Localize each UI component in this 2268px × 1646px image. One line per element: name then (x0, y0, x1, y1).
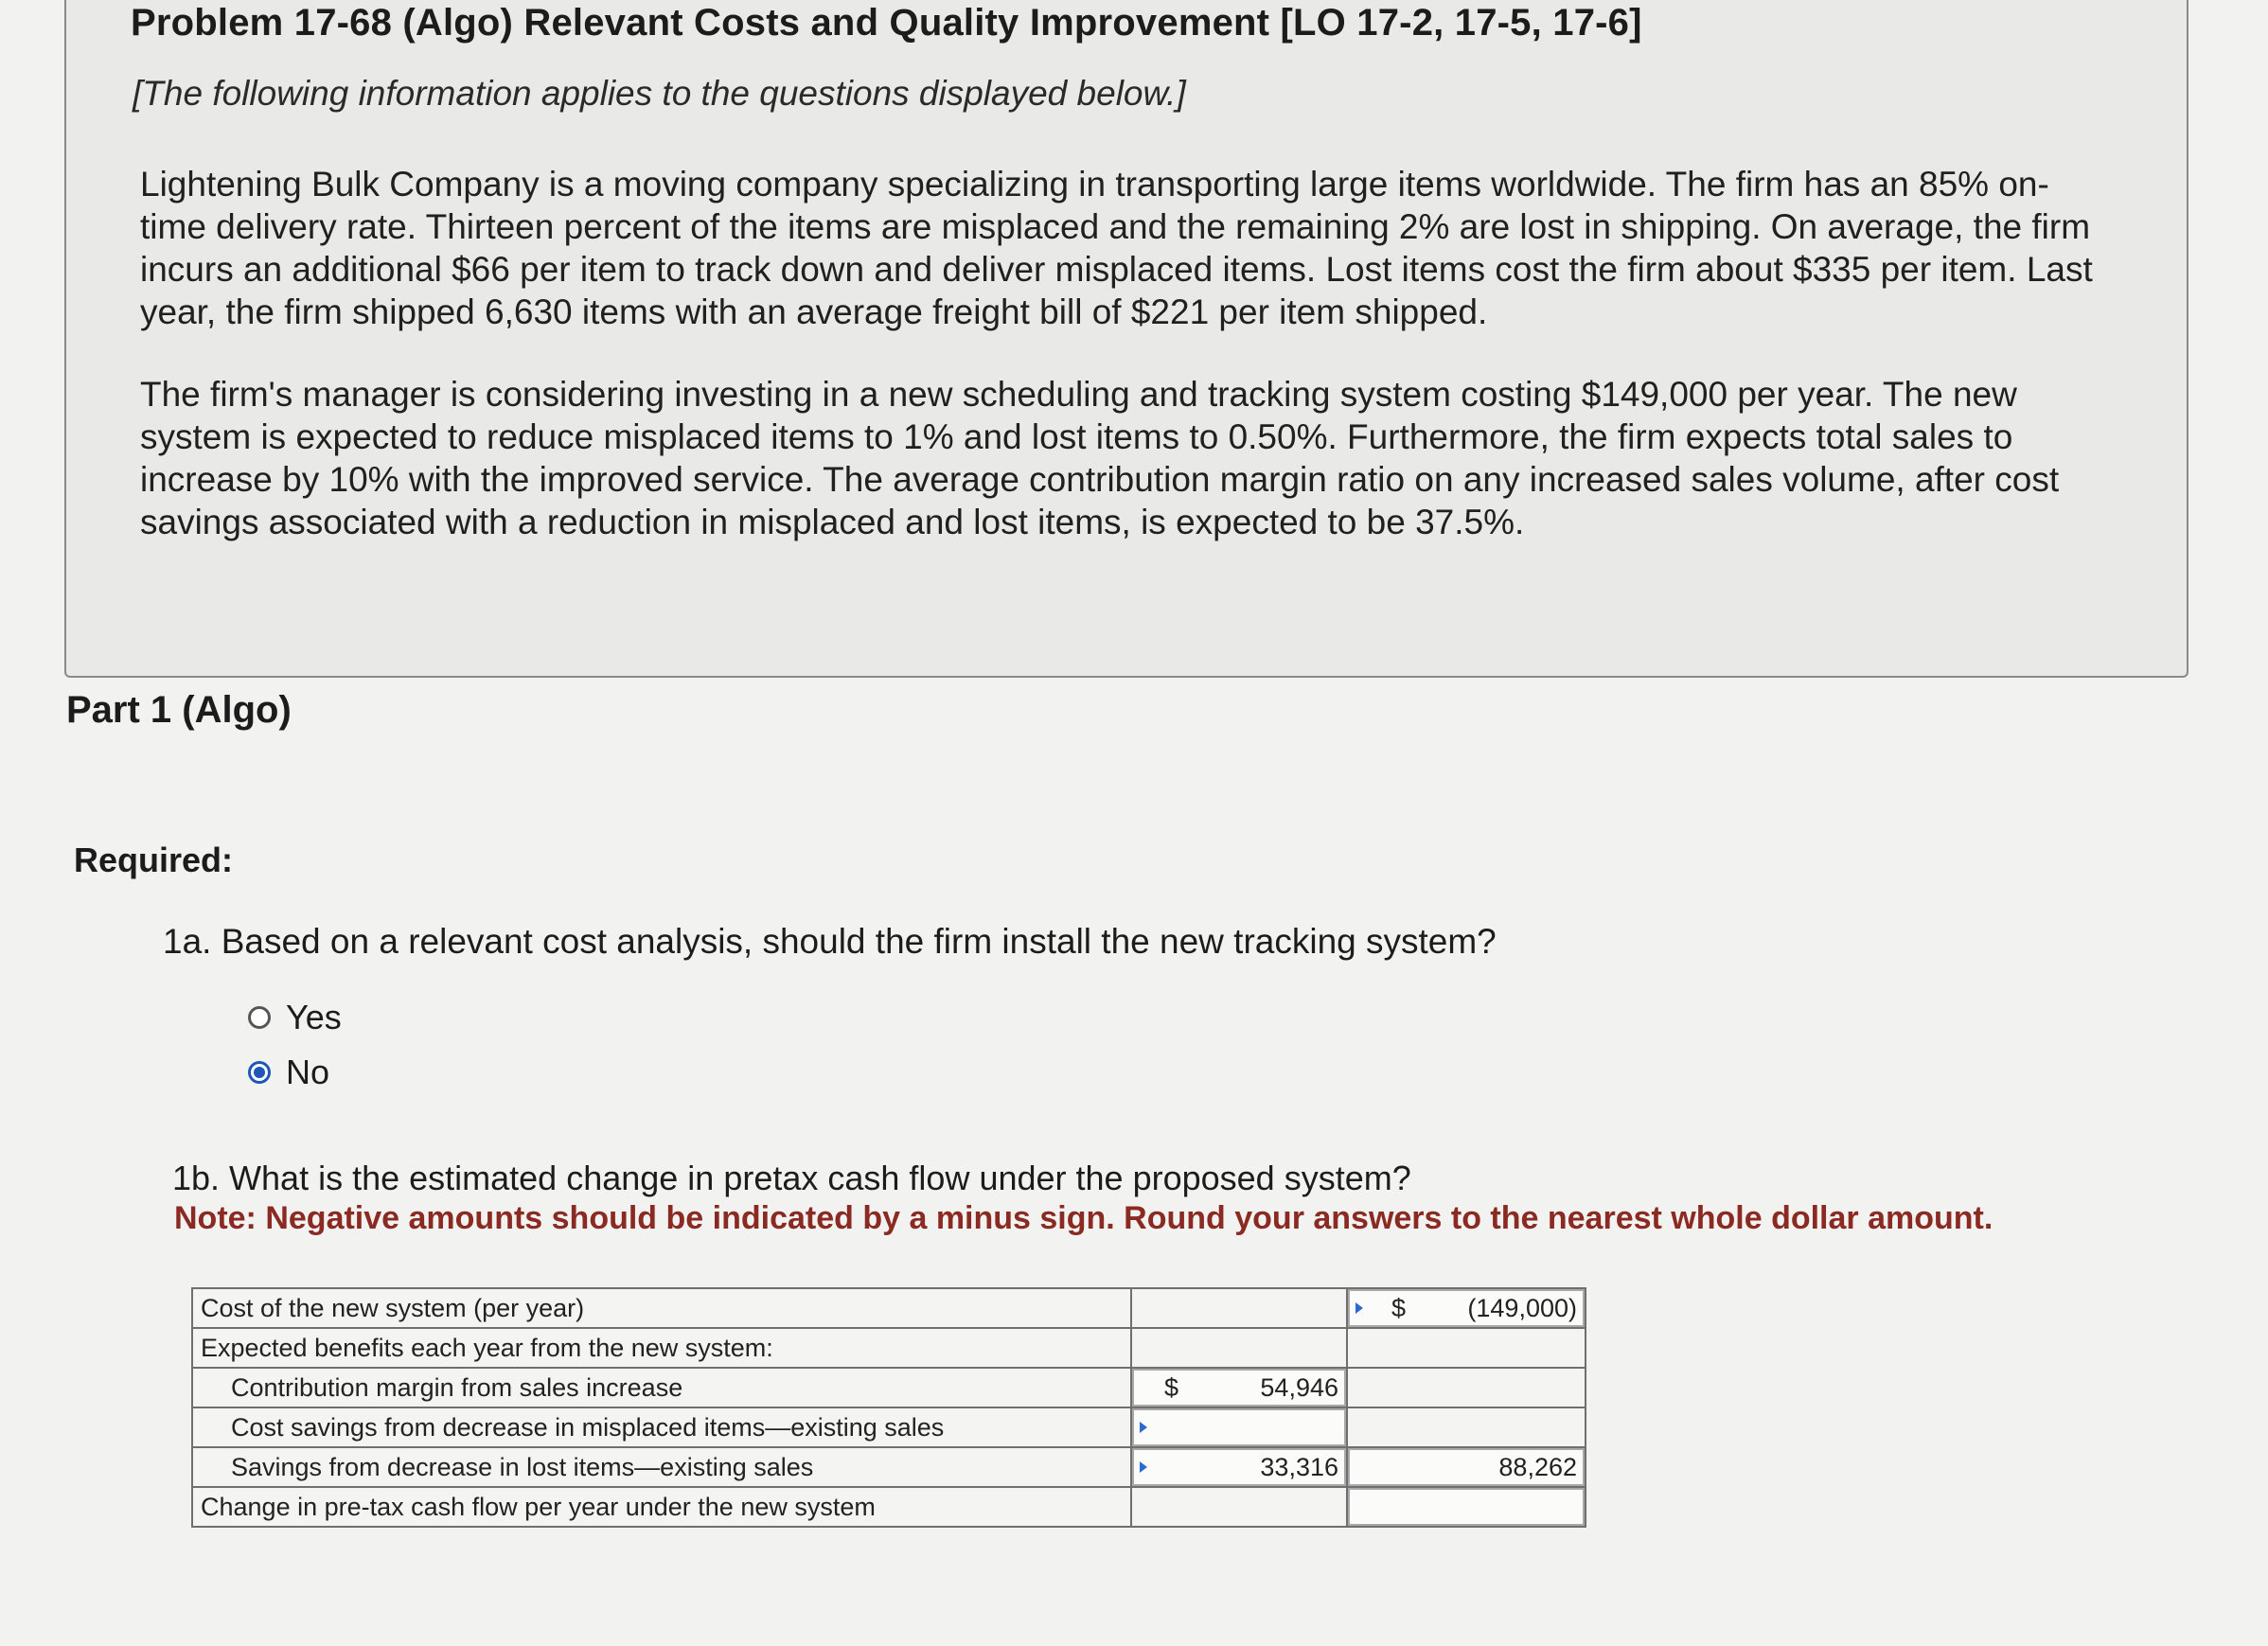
problem-subtitle: [The following information applies to the questions displayed below.] (133, 74, 1186, 113)
answer-cell-b (1347, 1328, 1586, 1368)
required-label: Required: (74, 841, 234, 879)
row-label: Contribution margin from sales increase (192, 1368, 1131, 1407)
row-label: Cost of the new system (per year) (192, 1288, 1131, 1328)
flag-icon (1140, 1422, 1147, 1433)
amount-value: (149,000) (1467, 1293, 1577, 1322)
radio-option-no[interactable] (248, 1053, 329, 1092)
answer-cell-b (1347, 1407, 1586, 1447)
amount-value: 33,316 (1260, 1452, 1338, 1481)
answer-input-total-benefits[interactable] (1347, 1447, 1586, 1487)
answer-input-cost-new-system[interactable] (1347, 1288, 1586, 1328)
dollar-sign: $ (1391, 1293, 1407, 1322)
note-text: Negative amounts should be indicated by a minus sign. Round your answers to the nearest whole dollar amount. (265, 1200, 1993, 1236)
row-label: Change in pre-tax cash flow per year under the new system (192, 1487, 1131, 1527)
answer-input-contribution-margin[interactable] (1131, 1368, 1347, 1407)
answer-input-change-in-cash-flow[interactable] (1347, 1487, 1586, 1527)
answer-cell-b (1347, 1368, 1586, 1407)
table-row (192, 1487, 1586, 1527)
question-1a: 1a. Based on a relevant cost analysis, should the firm install the new tracking system? (163, 922, 1497, 961)
amount-value: 54,946 (1260, 1372, 1338, 1402)
row-label: Expected benefits each year from the new system: (192, 1328, 1131, 1368)
flag-icon (1140, 1461, 1147, 1473)
amount-value: 88,262 (1498, 1452, 1577, 1481)
row-label: Cost savings from decrease in misplaced items—existing sales (192, 1407, 1131, 1447)
radio-unselected-icon[interactable] (248, 1006, 271, 1029)
question-1b: 1b. What is the estimated change in pretax cash flow under the proposed system? (172, 1159, 1411, 1197)
problem-paragraph-1: Lightening Bulk Company is a moving company specializing in transporting large items worldwide. The firm has an 85% on-time delivery rate. Thirteen percent of the items are misplaced and the remaining 2% are lost in shipping. On average, the firm incurs an additional $66 per item to track down and deliver misplaced items. Lost items cost the firm about $335 per item. Last year, the firm shipped 6,630 items with an average freight bill of $221 per item shipped. (140, 165, 2093, 331)
table-row (192, 1447, 1586, 1487)
answer-input-lost-items-savings[interactable] (1131, 1447, 1347, 1487)
problem-title: Problem 17-68 (Algo) Relevant Costs and Quality Improvement [LO 17-2, 17-5, 17-6] (131, 2, 1642, 44)
radio-label-yes: Yes (286, 998, 342, 1036)
answer-cell-a (1131, 1487, 1347, 1527)
flag-icon (1355, 1302, 1363, 1314)
answer-cell-a (1131, 1328, 1347, 1368)
table-row (192, 1407, 1586, 1447)
radio-label-no: No (286, 1053, 330, 1091)
row-label: Savings from decrease in lost items—existing sales (192, 1447, 1131, 1487)
answer-input-misplaced-savings[interactable] (1131, 1407, 1347, 1447)
dollar-sign: $ (1164, 1372, 1179, 1402)
answer-table (191, 1287, 1586, 1528)
radio-option-yes[interactable] (248, 998, 342, 1037)
table-row (192, 1328, 1586, 1368)
radio-selected-icon[interactable] (248, 1061, 271, 1084)
table-row (192, 1288, 1586, 1328)
answer-cell-a (1131, 1288, 1347, 1328)
table-row (192, 1368, 1586, 1407)
note-label: Note: (174, 1200, 257, 1236)
answer-note (174, 1200, 1993, 1237)
part-title: Part 1 (Algo) (66, 689, 292, 731)
problem-paragraph-2: The firm's manager is considering investing in a new scheduling and tracking system costing $149,000 per year. The new system is expected to reduce misplaced items to 1% and lost items to 0.50%. Furthermore, the firm expects total sales to increase by 10% with the improved service. The average contribution margin ratio on any increased sales volume, after cost savings associated with a reduction in misplaced and lost items, is expected to be 37.5%. (140, 375, 2060, 541)
